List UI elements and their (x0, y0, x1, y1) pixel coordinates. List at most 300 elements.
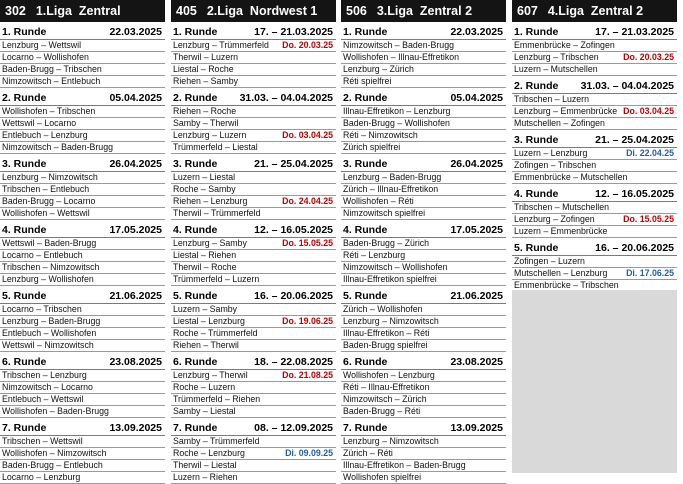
round-header (171, 91, 336, 106)
match-row (171, 460, 336, 472)
match-text: Samby – Liestal (173, 406, 236, 416)
league-header (512, 0, 677, 22)
round-label: 2. Runde (514, 80, 559, 92)
round-header (341, 157, 506, 172)
match-row (171, 274, 336, 286)
match-text: Nimzowitsch – Locarno (2, 382, 93, 392)
round-label: 5. Runde (2, 290, 47, 302)
round-header (341, 223, 506, 238)
round-block (171, 25, 336, 88)
match-text: Zürich – Wollishofen (343, 304, 423, 314)
match-row (512, 202, 677, 214)
round-header (171, 289, 336, 304)
match-text: Wollishofen – Illnau-Effretikon (343, 52, 460, 62)
round-label: 7. Runde (2, 422, 47, 434)
match-text: Lenzburg – Zürich (343, 64, 414, 74)
match-row (512, 214, 677, 226)
match-row (341, 184, 506, 196)
match-text: Roche – Trümmerfeld (173, 328, 258, 338)
match-text: Wollishofen – Nimzowitsch (2, 448, 107, 458)
round-block (341, 91, 506, 154)
round-label: 3. Runde (343, 158, 388, 170)
match-row (341, 274, 506, 286)
league-code: 506 (346, 4, 367, 18)
match-row (341, 106, 506, 118)
league-column (0, 0, 165, 484)
round-label: 1. Runde (173, 26, 218, 38)
match-row (341, 208, 506, 220)
match-text: Therwil – Liestal (173, 460, 237, 470)
match-date-note: Do. 03.04.25 (282, 130, 333, 140)
round-block (341, 355, 506, 418)
match-row (171, 172, 336, 184)
match-date-note: Do. 24.04.25 (282, 196, 333, 206)
round-block (341, 289, 506, 352)
match-text: Trümmerfeld – Liestal (173, 142, 258, 152)
round-date: 26.04.2025 (450, 158, 503, 170)
match-row (341, 76, 506, 88)
match-row (512, 52, 677, 64)
match-row (512, 172, 677, 184)
round-block (341, 421, 506, 484)
match-text: Illnau-Effretikon – Réti (343, 328, 430, 338)
round-label: 4. Runde (2, 224, 47, 236)
round-header (512, 25, 677, 40)
match-text: Riehen – Lenzburg (173, 196, 248, 206)
league-column (512, 0, 677, 292)
match-text: Baden-Brugg – Réti (343, 406, 421, 416)
round-header (341, 355, 506, 370)
match-row (0, 106, 165, 118)
match-row (512, 256, 677, 268)
match-row (512, 226, 677, 238)
round-block (0, 421, 165, 484)
match-text: Wettswil – Locarno (2, 118, 77, 128)
round-block (512, 187, 677, 238)
round-label: 2. Runde (2, 92, 47, 104)
round-label: 1. Runde (514, 26, 559, 38)
match-text: Lenzburg – Luzern (173, 130, 247, 140)
match-text: Lenzburg – Zofingen (514, 214, 595, 224)
round-header (512, 187, 677, 202)
match-text: Therwil – Roche (173, 262, 237, 272)
match-row (341, 118, 506, 130)
round-date: 05.04.2025 (109, 92, 162, 104)
match-text: Réti spielfrei (343, 76, 392, 86)
match-row (512, 106, 677, 118)
round-label: 2. Runde (343, 92, 388, 104)
match-text: Lenzburg – Samby (173, 238, 247, 248)
match-row (171, 250, 336, 262)
league-name: 2.Liga Nordwest 1 (206, 4, 318, 18)
match-row (341, 370, 506, 382)
round-block (0, 355, 165, 418)
match-row (171, 262, 336, 274)
match-row (0, 40, 165, 52)
match-text: Lenzburg – Nimzowitsch (2, 172, 98, 182)
round-date: 17.05.2025 (109, 224, 162, 236)
match-row (171, 130, 336, 142)
round-block (512, 133, 677, 184)
match-date-note: Di. 17.06.25 (626, 268, 674, 278)
league-code: 405 (176, 4, 197, 18)
round-header (171, 355, 336, 370)
round-block (512, 25, 677, 76)
round-block (512, 241, 677, 292)
match-row (171, 340, 336, 352)
match-text: Illnau-Effretikon – Lenzburg (343, 106, 451, 116)
round-block (0, 91, 165, 154)
round-header (512, 133, 677, 148)
round-block (171, 157, 336, 220)
match-row (341, 130, 506, 142)
match-row (171, 196, 336, 208)
match-row (171, 304, 336, 316)
round-date: 31.03. – 04.04.2025 (580, 80, 674, 92)
match-row (171, 328, 336, 340)
round-header (0, 289, 165, 304)
match-text: Baden-Brugg – Zürich (343, 238, 430, 248)
match-text: Réti – Lenzburg (343, 250, 406, 260)
round-label: 1. Runde (343, 26, 388, 38)
round-label: 5. Runde (514, 242, 559, 254)
match-row (0, 184, 165, 196)
match-text: Riehen – Therwil (173, 340, 239, 350)
round-header (171, 157, 336, 172)
round-label: 7. Runde (343, 422, 388, 434)
league-header (341, 0, 506, 22)
match-row (0, 436, 165, 448)
empty-area (512, 290, 677, 473)
match-text: Emmenbrücke – Tribschen (514, 280, 619, 290)
match-row (171, 394, 336, 406)
match-row (0, 382, 165, 394)
round-date: 31.03. – 04.04.2025 (239, 92, 333, 104)
round-block (171, 289, 336, 352)
match-text: Liestal – Riehen (173, 250, 237, 260)
match-row (171, 118, 336, 130)
round-date: 21. – 25.04.2025 (595, 134, 674, 146)
round-label: 4. Runde (343, 224, 388, 236)
round-block (512, 79, 677, 130)
match-row (0, 472, 165, 484)
match-date-note: Do. 03.04.25 (623, 106, 674, 116)
match-text: Luzern – Liestal (173, 172, 236, 182)
match-text: Locarno – Lenzburg (2, 472, 81, 482)
match-text: Wollishofen spielfrei (343, 472, 422, 482)
round-date: 22.03.2025 (450, 26, 503, 38)
round-date: 21. – 25.04.2025 (254, 158, 333, 170)
match-text: Locarno – Tribschen (2, 304, 82, 314)
match-text: Tribschen – Lenzburg (2, 370, 87, 380)
league-column (341, 0, 506, 484)
match-text: Baden-Brugg – Wollishofen (343, 118, 450, 128)
round-header (341, 289, 506, 304)
match-row (341, 316, 506, 328)
match-text: Nimzowitsch – Entlebuch (2, 76, 101, 86)
match-text: Riehen – Roche (173, 106, 237, 116)
round-header (512, 241, 677, 256)
match-text: Nimzowitsch – Wollishofen (343, 262, 448, 272)
match-row (0, 64, 165, 76)
match-row (341, 304, 506, 316)
round-header (512, 79, 677, 94)
match-row (341, 52, 506, 64)
match-row (341, 436, 506, 448)
match-row (171, 40, 336, 52)
match-text: Luzern – Emmenbrücke (514, 226, 608, 236)
match-text: Luzern – Riehen (173, 472, 238, 482)
match-text: Lenzburg – Therwil (173, 370, 248, 380)
round-label: 1. Runde (2, 26, 47, 38)
round-label: 3. Runde (173, 158, 218, 170)
round-date: 16. – 20.06.2025 (254, 290, 333, 302)
match-row (0, 238, 165, 250)
match-text: Lenzburg – Wettswil (2, 40, 82, 50)
match-row (171, 316, 336, 328)
league-column (171, 0, 336, 484)
match-text: Mutschellen – Lenzburg (514, 268, 608, 278)
match-text: Roche – Samby (173, 184, 236, 194)
match-row (0, 448, 165, 460)
match-text: Luzern – Mutschellen (514, 64, 598, 74)
match-text: Trümmerfeld – Riehen (173, 394, 261, 404)
round-block (341, 157, 506, 220)
round-date: 13.09.2025 (450, 422, 503, 434)
round-date: 16. – 20.06.2025 (595, 242, 674, 254)
round-date: 23.08.2025 (450, 356, 503, 368)
match-row (0, 76, 165, 88)
round-label: 4. Runde (514, 188, 559, 200)
match-row (341, 40, 506, 52)
match-text: Wollishofen – Wettswil (2, 208, 90, 218)
match-row (171, 472, 336, 484)
round-label: 4. Runde (173, 224, 218, 236)
league-header (171, 0, 336, 22)
match-row (341, 262, 506, 274)
match-text: Zürich – Réti (343, 448, 393, 458)
round-date: 08. – 12.09.2025 (254, 422, 333, 434)
round-header (0, 157, 165, 172)
round-date: 17.05.2025 (450, 224, 503, 236)
match-text: Lenzburg – Nimzowitsch (343, 316, 439, 326)
round-label: 2. Runde (173, 92, 218, 104)
match-text: Zofingen – Tribschen (514, 160, 597, 170)
match-row (171, 106, 336, 118)
round-label: 6. Runde (2, 356, 47, 368)
round-header (341, 25, 506, 40)
match-text: Tribschen – Mutschellen (514, 202, 610, 212)
round-date: 17. – 21.03.2025 (254, 26, 333, 38)
round-date: 22.03.2025 (109, 26, 162, 38)
match-row (171, 76, 336, 88)
match-row (171, 406, 336, 418)
match-row (0, 304, 165, 316)
match-text: Samby – Therwil (173, 118, 239, 128)
match-text: Nimzowitsch – Zürich (343, 394, 427, 404)
match-text: Trümmerfeld – Luzern (173, 274, 260, 284)
match-row (171, 370, 336, 382)
match-text: Lenzburg – Nimzowitsch (343, 436, 439, 446)
match-text: Wettswil – Nimzowitsch (2, 340, 94, 350)
match-date-note: Do. 20.03.25 (282, 40, 333, 50)
match-date-note: Di. 22.04.25 (626, 148, 674, 158)
match-row (341, 340, 506, 352)
round-block (0, 223, 165, 286)
match-text: Samby – Trümmerfeld (173, 436, 260, 446)
match-row (0, 130, 165, 142)
match-row (0, 394, 165, 406)
match-text: Zofingen – Luzern (514, 256, 585, 266)
match-row (512, 64, 677, 76)
match-row (341, 472, 506, 484)
match-row (0, 52, 165, 64)
match-text: Tribschen – Nimzowitsch (2, 262, 100, 272)
match-row (0, 262, 165, 274)
match-row (341, 394, 506, 406)
match-text: Liestal – Roche (173, 64, 234, 74)
match-text: Lenzburg – Tribschen (514, 52, 599, 62)
round-date: 17. – 21.03.2025 (595, 26, 674, 38)
match-row (0, 172, 165, 184)
match-text: Emmenbrücke – Zofingen (514, 40, 615, 50)
round-block (171, 223, 336, 286)
match-date-note: Do. 20.03.25 (623, 52, 674, 62)
match-row (0, 328, 165, 340)
round-header (0, 91, 165, 106)
round-date: 23.08.2025 (109, 356, 162, 368)
match-row (512, 148, 677, 160)
round-block (171, 421, 336, 484)
match-text: Locarno – Wollishofen (2, 52, 89, 62)
match-row (171, 184, 336, 196)
round-header (0, 25, 165, 40)
match-text: Lenzburg – Baden-Brugg (343, 172, 442, 182)
match-text: Mutschellen – Zofingen (514, 118, 605, 128)
match-text: Therwil – Luzern (173, 52, 239, 62)
match-row (171, 52, 336, 64)
round-date: 21.06.2025 (450, 290, 503, 302)
round-header (171, 25, 336, 40)
match-row (341, 328, 506, 340)
round-header (0, 355, 165, 370)
round-label: 6. Runde (173, 356, 218, 368)
round-block (171, 91, 336, 154)
league-code: 302 (5, 4, 26, 18)
match-row (341, 448, 506, 460)
match-row (341, 250, 506, 262)
match-row (512, 40, 677, 52)
match-row (0, 370, 165, 382)
round-header (0, 223, 165, 238)
match-text: Baden-Brugg – Entlebuch (2, 460, 103, 470)
match-row (0, 250, 165, 262)
match-row (171, 436, 336, 448)
round-header (171, 421, 336, 436)
round-header (341, 91, 506, 106)
match-row (0, 406, 165, 418)
match-row (171, 448, 336, 460)
match-text: Illnau-Effretikon – Baden-Brugg (343, 460, 466, 470)
match-row (0, 340, 165, 352)
match-text: Illnau-Effretikon spielfrei (343, 274, 437, 284)
match-text: Lenzburg – Baden-Brugg (2, 316, 101, 326)
match-row (341, 406, 506, 418)
round-block (0, 25, 165, 88)
match-text: Liestal – Lenzburg (173, 316, 245, 326)
round-date: 13.09.2025 (109, 422, 162, 434)
match-text: Baden-Brugg – Locarno (2, 196, 96, 206)
match-row (0, 208, 165, 220)
match-row (0, 316, 165, 328)
round-block (171, 355, 336, 418)
match-text: Entlebuch – Lenzburg (2, 130, 88, 140)
match-text: Nimzowitsch – Baden-Brugg (2, 142, 113, 152)
round-date: 18. – 22.08.2025 (254, 356, 333, 368)
match-row (0, 274, 165, 286)
round-label: 7. Runde (173, 422, 218, 434)
match-row (512, 94, 677, 106)
match-row (341, 460, 506, 472)
match-text: Nimzowitsch – Baden-Brugg (343, 40, 454, 50)
match-text: Wollishofen – Baden-Brugg (2, 406, 109, 416)
round-date: 12. – 16.05.2025 (595, 188, 674, 200)
match-text: Luzern – Lenzburg (514, 148, 588, 158)
match-text: Zürich – Illnau-Effretikon (343, 184, 439, 194)
match-text: Roche – Lenzburg (173, 448, 245, 458)
round-date: 26.04.2025 (109, 158, 162, 170)
league-name: 3.Liga Zentral 2 (376, 4, 473, 18)
round-label: 5. Runde (343, 290, 388, 302)
match-text: Roche – Luzern (173, 382, 236, 392)
match-text: Entlebuch – Wettswil (2, 394, 84, 404)
league-header (0, 0, 165, 22)
round-label: 6. Runde (343, 356, 388, 368)
round-block (0, 289, 165, 352)
match-text: Emmenbrücke – Mutschellen (514, 172, 628, 182)
match-row (341, 238, 506, 250)
match-date-note: Do. 15.05.25 (623, 214, 674, 224)
match-date-note: Di. 09.09.25 (285, 448, 333, 458)
match-row (171, 238, 336, 250)
match-text: Baden-Brugg – Tribschen (2, 64, 102, 74)
match-text: Tribschen – Wettswil (2, 436, 83, 446)
match-row (341, 64, 506, 76)
match-text: Entlebuch – Wollishofen (2, 328, 97, 338)
league-code: 607 (517, 4, 538, 18)
match-row (0, 118, 165, 130)
match-text: Réti – Nimzowitsch (343, 130, 418, 140)
match-text: Nimzowitsch spielfrei (343, 208, 426, 218)
match-text: Riehen – Samby (173, 76, 239, 86)
round-block (341, 223, 506, 286)
round-label: 3. Runde (2, 158, 47, 170)
round-header (0, 421, 165, 436)
league-name: 4.Liga Zentral 2 (547, 4, 644, 18)
match-text: Zürich spielfrei (343, 142, 401, 152)
match-text: Tribschen – Entlebuch (2, 184, 90, 194)
match-row (171, 382, 336, 394)
match-row (512, 118, 677, 130)
match-text: Tribschen – Luzern (514, 94, 589, 104)
match-text: Lenzburg – Emmenbrücke (514, 106, 618, 116)
match-row (0, 196, 165, 208)
league-name: 1.Liga Zentral (35, 4, 121, 18)
match-text: Therwil – Trümmerfeld (173, 208, 261, 218)
match-row (0, 142, 165, 154)
match-text: Wettswil – Baden-Brugg (2, 238, 97, 248)
match-row (341, 172, 506, 184)
